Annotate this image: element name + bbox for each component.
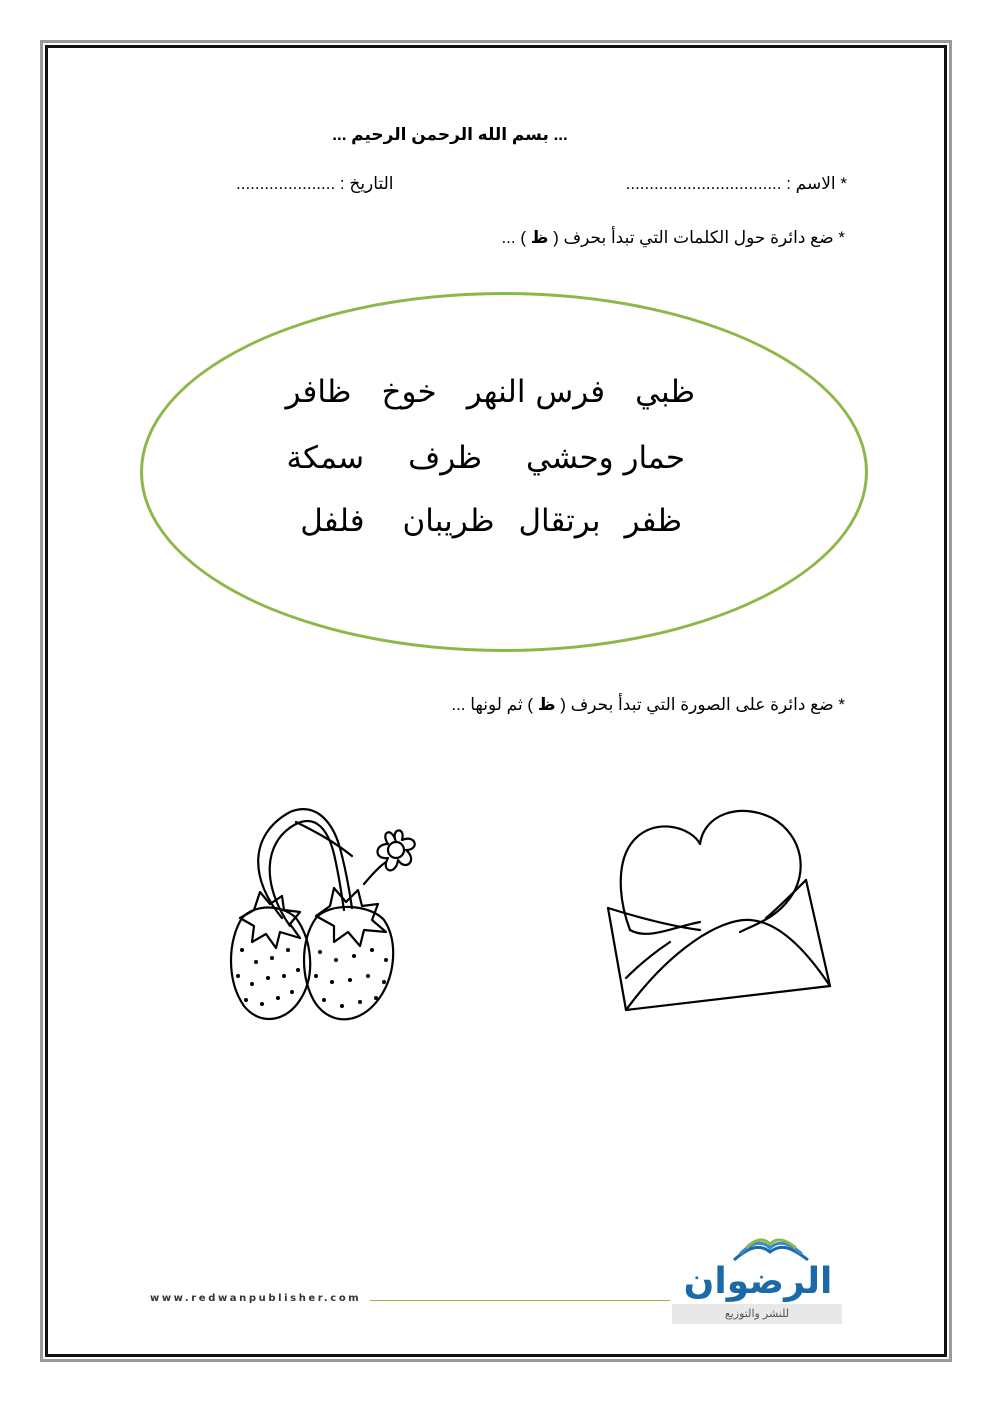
exercise2-instruction bbox=[451, 695, 845, 715]
open-book-icon bbox=[730, 1236, 812, 1262]
strawberries-icon[interactable] bbox=[220, 800, 420, 1030]
instruction-prefix: * ضع دائرة حول الكلمات التي تبدأ بحرف ( bbox=[553, 228, 845, 247]
basmala: ... بسم الله الرحمن الرحيم ... bbox=[332, 125, 568, 144]
logo-subtitle: للنشر والتوزيع bbox=[672, 1304, 842, 1324]
instruction-prefix: * ضع دائرة على الصورة التي تبدأ بحرف ( bbox=[560, 695, 845, 714]
word-item[interactable]: حمار وحشي bbox=[526, 440, 685, 476]
instruction-suffix: ) ثم لونها ... bbox=[451, 695, 534, 714]
logo-name: الرضوان bbox=[683, 1261, 833, 1302]
word-item[interactable]: ظبي bbox=[635, 374, 695, 410]
word-row-2 bbox=[256, 440, 685, 476]
name-field-label: * الاسم : ................................. bbox=[625, 174, 847, 193]
exercise1-instruction bbox=[501, 228, 845, 248]
word-item[interactable]: ظافر bbox=[285, 374, 352, 410]
date-field-label: التاريخ : ..................... bbox=[236, 174, 394, 193]
word-row-3 bbox=[270, 503, 682, 539]
word-item[interactable]: خوخ bbox=[381, 374, 437, 410]
publisher-logo bbox=[672, 1232, 844, 1326]
instruction-suffix: ) ... bbox=[501, 228, 527, 247]
word-item[interactable]: ظرف bbox=[408, 440, 483, 476]
footer-url[interactable]: www.redwanpublisher.com bbox=[150, 1293, 362, 1304]
footer-divider bbox=[370, 1300, 670, 1301]
target-letter: ظ bbox=[537, 695, 556, 714]
word-item[interactable]: سمكة bbox=[286, 440, 365, 476]
word-item[interactable]: فلفل bbox=[300, 503, 365, 539]
target-letter: ظ bbox=[530, 228, 549, 247]
envelope-heart-icon[interactable] bbox=[600, 800, 832, 1020]
word-item[interactable]: برتقال bbox=[518, 503, 601, 539]
word-row-1 bbox=[255, 374, 695, 410]
word-item[interactable]: ظريبان bbox=[402, 503, 495, 539]
word-item[interactable]: ظفر bbox=[624, 503, 682, 539]
word-item[interactable]: فرس النهر bbox=[466, 374, 606, 410]
